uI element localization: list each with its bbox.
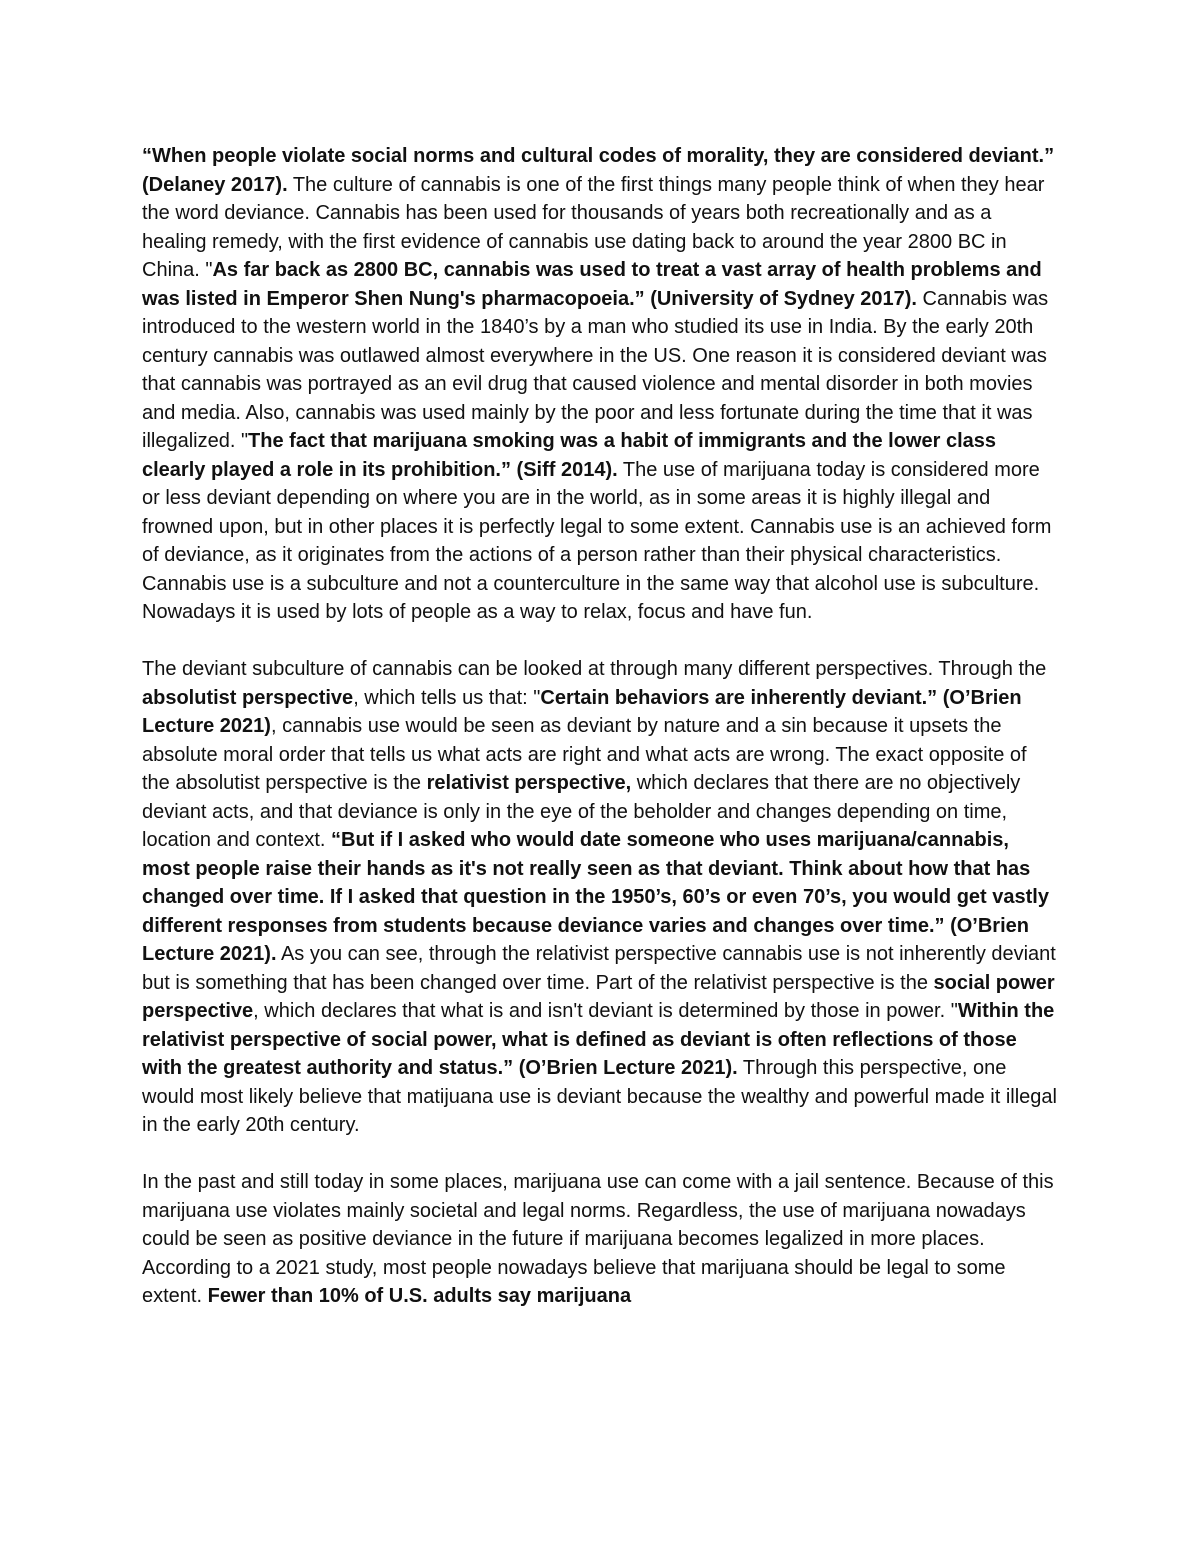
term-relativist-perspective: relativist perspective, <box>426 772 632 794</box>
term-absolutist-perspective: absolutist perspective <box>142 686 354 709</box>
quote-university-of-sydney: As far back as 2800 BC, cannabis was used to treat a vast array of health problems and was listed in Emperor Shen Nung's pharmacopoeia.” (University of Sydney 2017). <box>142 259 1042 310</box>
quote-delaney: “When people violate social norms and cultural codes of morality, they are considered deviant.” (Delaney 2017). <box>142 145 1055 196</box>
body-text: The culture of cannabis is one of the first things many people think of when they hear the word deviance. Cannabis has been used for thousands of years both recreationally and as a healing remedy, with the first evidence of cannabis use dating back to around the year 2800 BC in China. " <box>142 173 1045 281</box>
body-text: which declares that there are no objectively deviant acts, and that deviance is only in the eye of the beholder and changes depending on time, location and context. <box>142 772 1021 851</box>
body-text: In the past and still today in some places, marijuana use can come with a jail sentence. Because of this marijuana use violates mainly societal and legal norms. Regardless, the use of marijuana nowadays could be seen as positive deviance in the future if marijuana becomes legalized in more places. According to a 2021 study, most people nowadays believe that marijuana should be legal to some extent. <box>142 1171 1054 1307</box>
paragraph-intro <box>142 142 1058 627</box>
term-social-power-perspective: social power perspective <box>142 971 1055 1022</box>
body-text: , cannabis use would be seen as deviant by nature and a sin because it upsets the absolute moral order that tells us what acts are right and what acts are wrong. The exact opposite of the absolutist perspective is the <box>142 715 1027 794</box>
document-page <box>142 142 1058 1339</box>
body-text: , which declares that what is and isn't deviant is determined by those in power. " <box>253 1000 958 1022</box>
quote-obrien-absolutist: Certain behaviors are inherently deviant.” (O’Brien Lecture 2021) <box>142 686 1022 737</box>
body-text: As you can see, through the relativist perspective cannabis use is not inherently deviant but is something that has been changed over time. Part of the relativist perspective is the <box>142 943 1056 994</box>
quote-siff: The fact that marijuana smoking was a habit of immigrants and the lower class clearly played a role in its prohibition.” (Siff 2014). <box>142 430 997 481</box>
statistic-highlight: Fewer than 10% of U.S. adults say marijuana <box>207 1285 632 1307</box>
body-text: The use of marijuana today is considered more or less deviant depending on where you are in the world, as in some areas it is highly illegal and frowned upon, but in other places it is perfectly legal to some extent. Cannabis use is an achieved form of deviance, as it originates from the actions of a person rather than their physical characteristics. Cannabis use is a subculture and not a counterculture in the same way that alcohol use is subculture. Nowadays it is used by lots of people as a way to relax, focus and have fun. <box>142 458 1052 623</box>
body-text: , which tells us that: " <box>353 686 541 709</box>
quote-obrien-social-power: Within the relativist perspective of social power, what is defined as deviant is often reflections of those with the greatest authority and status.” (O’Brien Lecture 2021). <box>142 1000 1055 1079</box>
paragraph-perspectives <box>142 655 1058 1140</box>
quote-obrien-relativist: “But if I asked who would date someone who uses marijuana/cannabis, most people raise their hands as it's not really seen as that deviant. Think about how that has changed over time. If I asked that question in the 1950’s, 60’s or even 70’s, you would get vastly different responses from students because deviance varies and changes over time.” (O’Brien Lecture 2021). <box>142 829 1049 965</box>
body-text: Through this perspective, one would most likely believe that matijuana use is deviant because the wealthy and powerful made it illegal in the early 20th century. <box>142 1057 1057 1136</box>
body-text: The deviant subculture of cannabis can be looked at through many different perspectives. Through the <box>142 658 1047 680</box>
body-text: Cannabis was introduced to the western world in the 1840’s by a man who studied its use in India. By the early 20th century cannabis was outlawed almost everywhere in the US. One reason it is considered deviant was that cannabis was portrayed as an evil drug that caused violence and mental disorder in both movies and media. Also, cannabis was used mainly by the poor and less fortunate during the time that it was illegalized. " <box>142 287 1049 452</box>
paragraph-legal-norms <box>142 1168 1058 1311</box>
